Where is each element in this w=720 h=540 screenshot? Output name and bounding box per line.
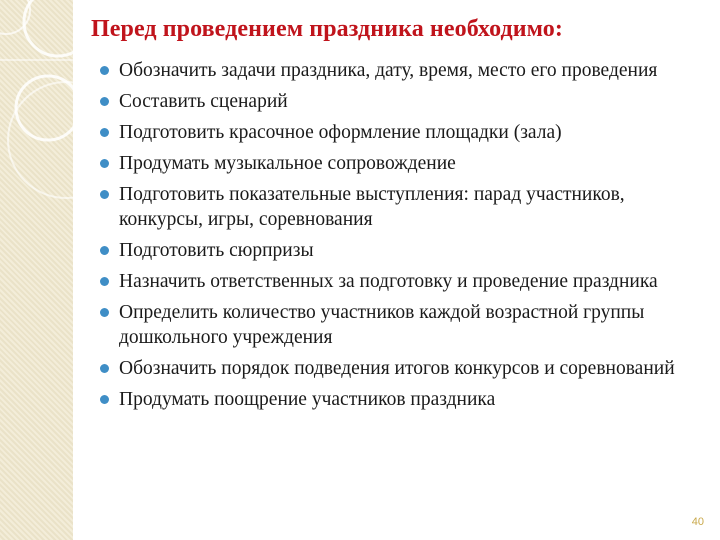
page-number: 40 (691, 516, 704, 528)
bullet-item (100, 151, 700, 176)
bullet-dot-icon (100, 364, 109, 373)
bullet-text: Подготовить показательные выступления: парад участников, конкурсы, игры, соревнования (119, 184, 625, 230)
slide-title: Перед проведением праздника необходимо: (91, 16, 563, 42)
bullet-dot-icon (100, 128, 109, 137)
bullet-item (100, 120, 700, 145)
bullet-item (100, 356, 700, 381)
bullet-text: Подготовить сюрпризы (119, 240, 314, 261)
bullet-item (100, 182, 700, 232)
bullet-item (100, 300, 700, 350)
bullet-dot-icon (100, 190, 109, 199)
bullet-item (100, 238, 700, 263)
bullet-text: Подготовить красочное оформление площадки (зала) (119, 122, 562, 143)
bullet-text: Обозначить задачи праздника, дату, время, место его проведения (119, 60, 658, 81)
bullet-text: Продумать поощрение участников праздника (119, 389, 496, 410)
bullet-item (100, 387, 700, 412)
bullet-dot-icon (100, 97, 109, 106)
decorative-circles-graphic (0, 0, 73, 540)
bullet-text: Определить количество участников каждой возрастной группы дошкольного учреждения (119, 302, 645, 348)
bullet-dot-icon (100, 66, 109, 75)
bullet-text: Составить сценарий (119, 91, 288, 112)
bullet-dot-icon (100, 395, 109, 404)
bullet-dot-icon (100, 246, 109, 255)
bullet-item (100, 89, 700, 114)
bullet-text: Назначить ответственных за подготовку и проведение праздника (119, 271, 658, 292)
bullet-dot-icon (100, 159, 109, 168)
bullet-text: Продумать музыкальное сопровождение (119, 153, 456, 174)
bullet-item (100, 58, 700, 83)
bullet-item (100, 269, 700, 294)
bullet-dot-icon (100, 277, 109, 286)
bullet-list (100, 58, 700, 418)
bullet-dot-icon (100, 308, 109, 317)
bullet-text: Обозначить порядок подведения итогов конкурсов и соревнований (119, 358, 675, 379)
decorative-side-band (0, 0, 73, 540)
